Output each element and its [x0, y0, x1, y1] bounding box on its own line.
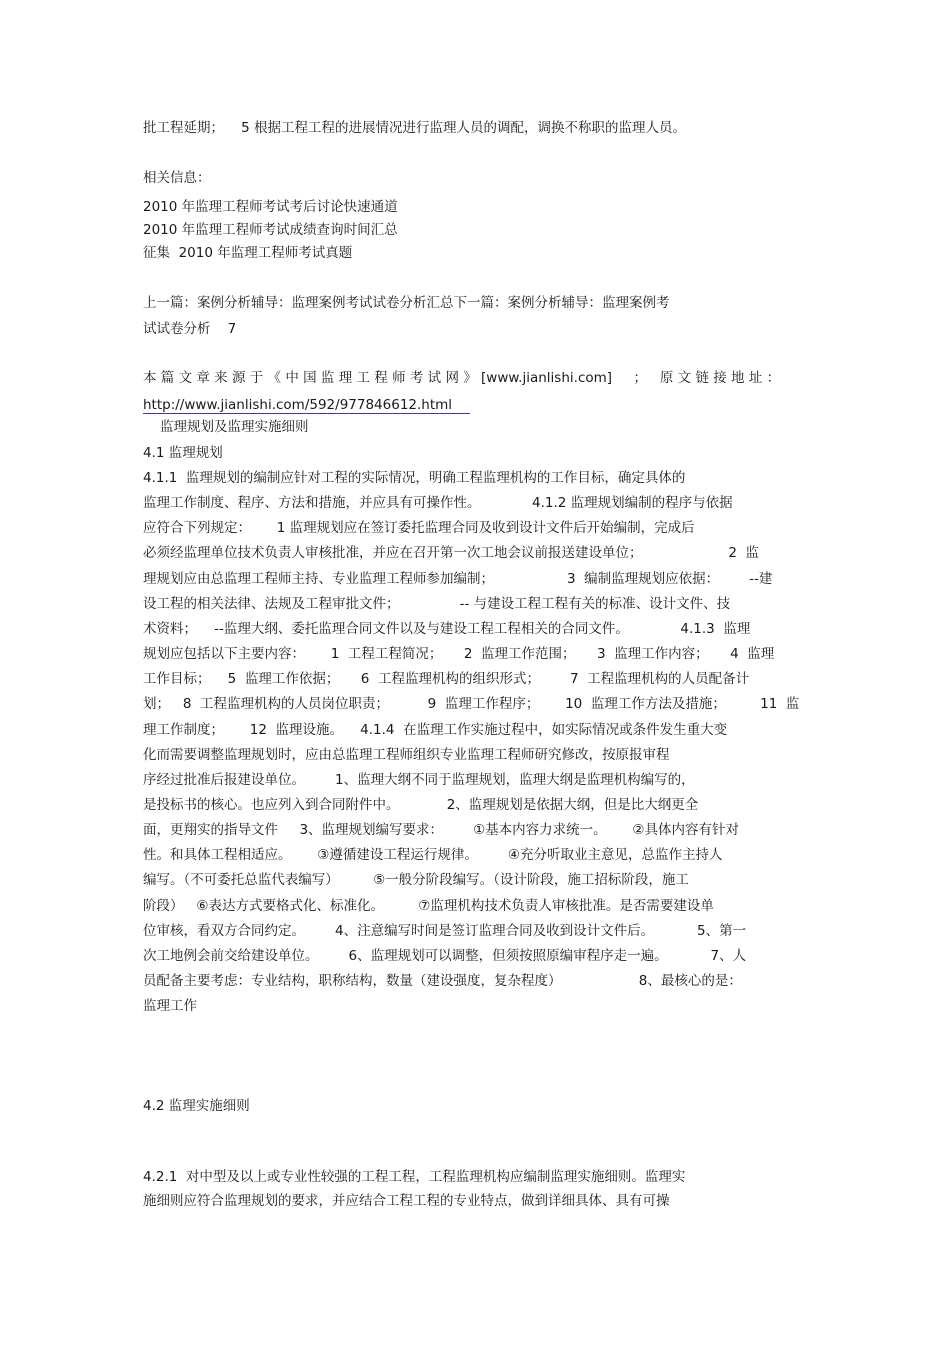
- related-link[interactable]: 2010 年监理工程师考试成绩查询时间汇总: [143, 222, 398, 238]
- source-url-link[interactable]: [143, 396, 470, 414]
- paragraph-line: 应符合下列规定： 1 监理规划应在签订委托监理合同及收到设计文件后开始编制，完成后: [143, 520, 695, 537]
- paragraph-line: 术资料； --监理大纲、委托监理合同文件以及与建设工程工程相关的合同文件。 4.1.3 监理: [143, 620, 751, 637]
- paragraph-line: 面，更翔实的指导文件 3、监理规划编写要求： ①基本内容力求统一。 ②具体内容有针对: [143, 822, 740, 839]
- section-heading: 4.1 监理规划: [143, 445, 223, 461]
- paragraph-line: 规划应包括以下主要内容： 1 工程工程简况； 2 监理工作范围； 3 监理工作内容； 4 监理: [143, 646, 775, 663]
- paragraph-line: 批工程延期； 5 根据工程工程的进展情况进行监理人员的调配，调换不称职的监理人员。: [143, 120, 687, 136]
- paragraph-line: 划； 8 工程监理机构的人员岗位职责； 9 监理工作程序； 10 监理工作方法及措施； 11 监: [143, 696, 800, 713]
- paragraph-line: 位审核，看双方合同约定。 4、注意编写时间是签订监理合同及收到设计文件后。 5、第一: [143, 922, 747, 939]
- paragraph-line: 设工程的相关法律、法规及工程审批文件； -- 与建设工程工程有关的标准、设计文件、技: [143, 595, 731, 612]
- related-link[interactable]: 征集 2010 年监理工程师考试真题: [143, 245, 353, 261]
- related-heading: 相关信息：: [143, 170, 211, 186]
- paragraph-line: 序经过批准后报建设单位。 1、监理大纲不同于监理规划，监理大纲是监理机构编写的，: [143, 771, 695, 788]
- paragraph-line: 必须经监理单位技术负责人审核批准，并应在召开第一次工地会议前报送建设单位； 2 监: [143, 545, 759, 562]
- article-title: 监理规划及监理实施细则: [160, 419, 309, 435]
- paragraph-line: 4.2.1 对中型及以上或专业性较强的工程工程，工程监理机构应编制监理实施细则。监理实: [143, 1169, 686, 1185]
- section-heading: 4.2 监理实施细则: [143, 1098, 250, 1114]
- source-line: 本 篇 文 章 来 源 于 《 中 国 监 理 工 程 师 考 试 网 》 [www.jianlishi.com] ； 原 文 链 接 地 址 ：: [143, 370, 781, 386]
- source-url-text[interactable]: http://www.jianlishi.com/592/977846612.html: [143, 397, 470, 414]
- paragraph-line: 理工作制度； 12 监理设施。 4.1.4 在监理工作实施过程中，如实际情况或条件发生重大变: [143, 721, 728, 738]
- paragraph-line: 理规划应由总监理工程师主持、专业监理工程师参加编制； 3 编制监理规划应依据： --建: [143, 570, 773, 587]
- paragraph-line: 编写。（不可委托总监代表编写） ⑤一般分阶段编写。（设计阶段，施工招标阶段，施工: [143, 872, 689, 889]
- paragraph-line: 员配备主要考虑：专业结构，职称结构，数量（建设强度，复杂程度） 8、最核心的是：: [143, 973, 742, 989]
- paragraph-line: 是投标书的核心。也应列入到合同附件中。 2、监理规划是依据大纲，但是比大纲更全: [143, 796, 699, 813]
- prev-next-nav[interactable]: 上一篇：案例分析辅导：监理案例考试试卷分析汇总下一篇：案例分析辅导：监理案例考: [143, 295, 670, 311]
- paragraph-line: 监理工作制度、程序、方法和措施，并应具有可操作性。 4.1.2 监理规划编制的程序与依据: [143, 495, 733, 512]
- paragraph-line: 阶段） ⑥表达方式要格式化、标准化。 ⑦监理机构技术负责人审核批准。是否需要建设单: [143, 897, 714, 914]
- related-link[interactable]: 2010 年监理工程师考试考后讨论快速通道: [143, 199, 398, 215]
- paragraph-line: 施细则应符合监理规划的要求，并应结合工程工程的专业特点，做到详细具体、具有可操: [143, 1193, 670, 1209]
- paragraph-line: 4.1.1 监理规划的编制应针对工程的实际情况，明确工程监理机构的工作目标，确定具体的: [143, 470, 686, 486]
- paragraph-line: 监理工作: [143, 998, 197, 1015]
- prev-next-nav[interactable]: 试试卷分析 7: [143, 321, 237, 337]
- paragraph-line: 次工地例会前交给建设单位。 6、监理规划可以调整，但须按照原编审程序走一遍。 7、人: [143, 947, 747, 964]
- paragraph-line: 化而需要调整监理规划时，应由总监理工程师组织专业监理工程师研究修改，按原报审程: [143, 746, 670, 763]
- paragraph-line: 性。和具体工程相适应。 ③遵循建设工程运行规律。 ④充分听取业主意见，总监作主持人: [143, 847, 723, 864]
- paragraph-line: 工作目标； 5 监理工作依据； 6 工程监理机构的组织形式； 7 工程监理机构的人员配备计: [143, 671, 750, 688]
